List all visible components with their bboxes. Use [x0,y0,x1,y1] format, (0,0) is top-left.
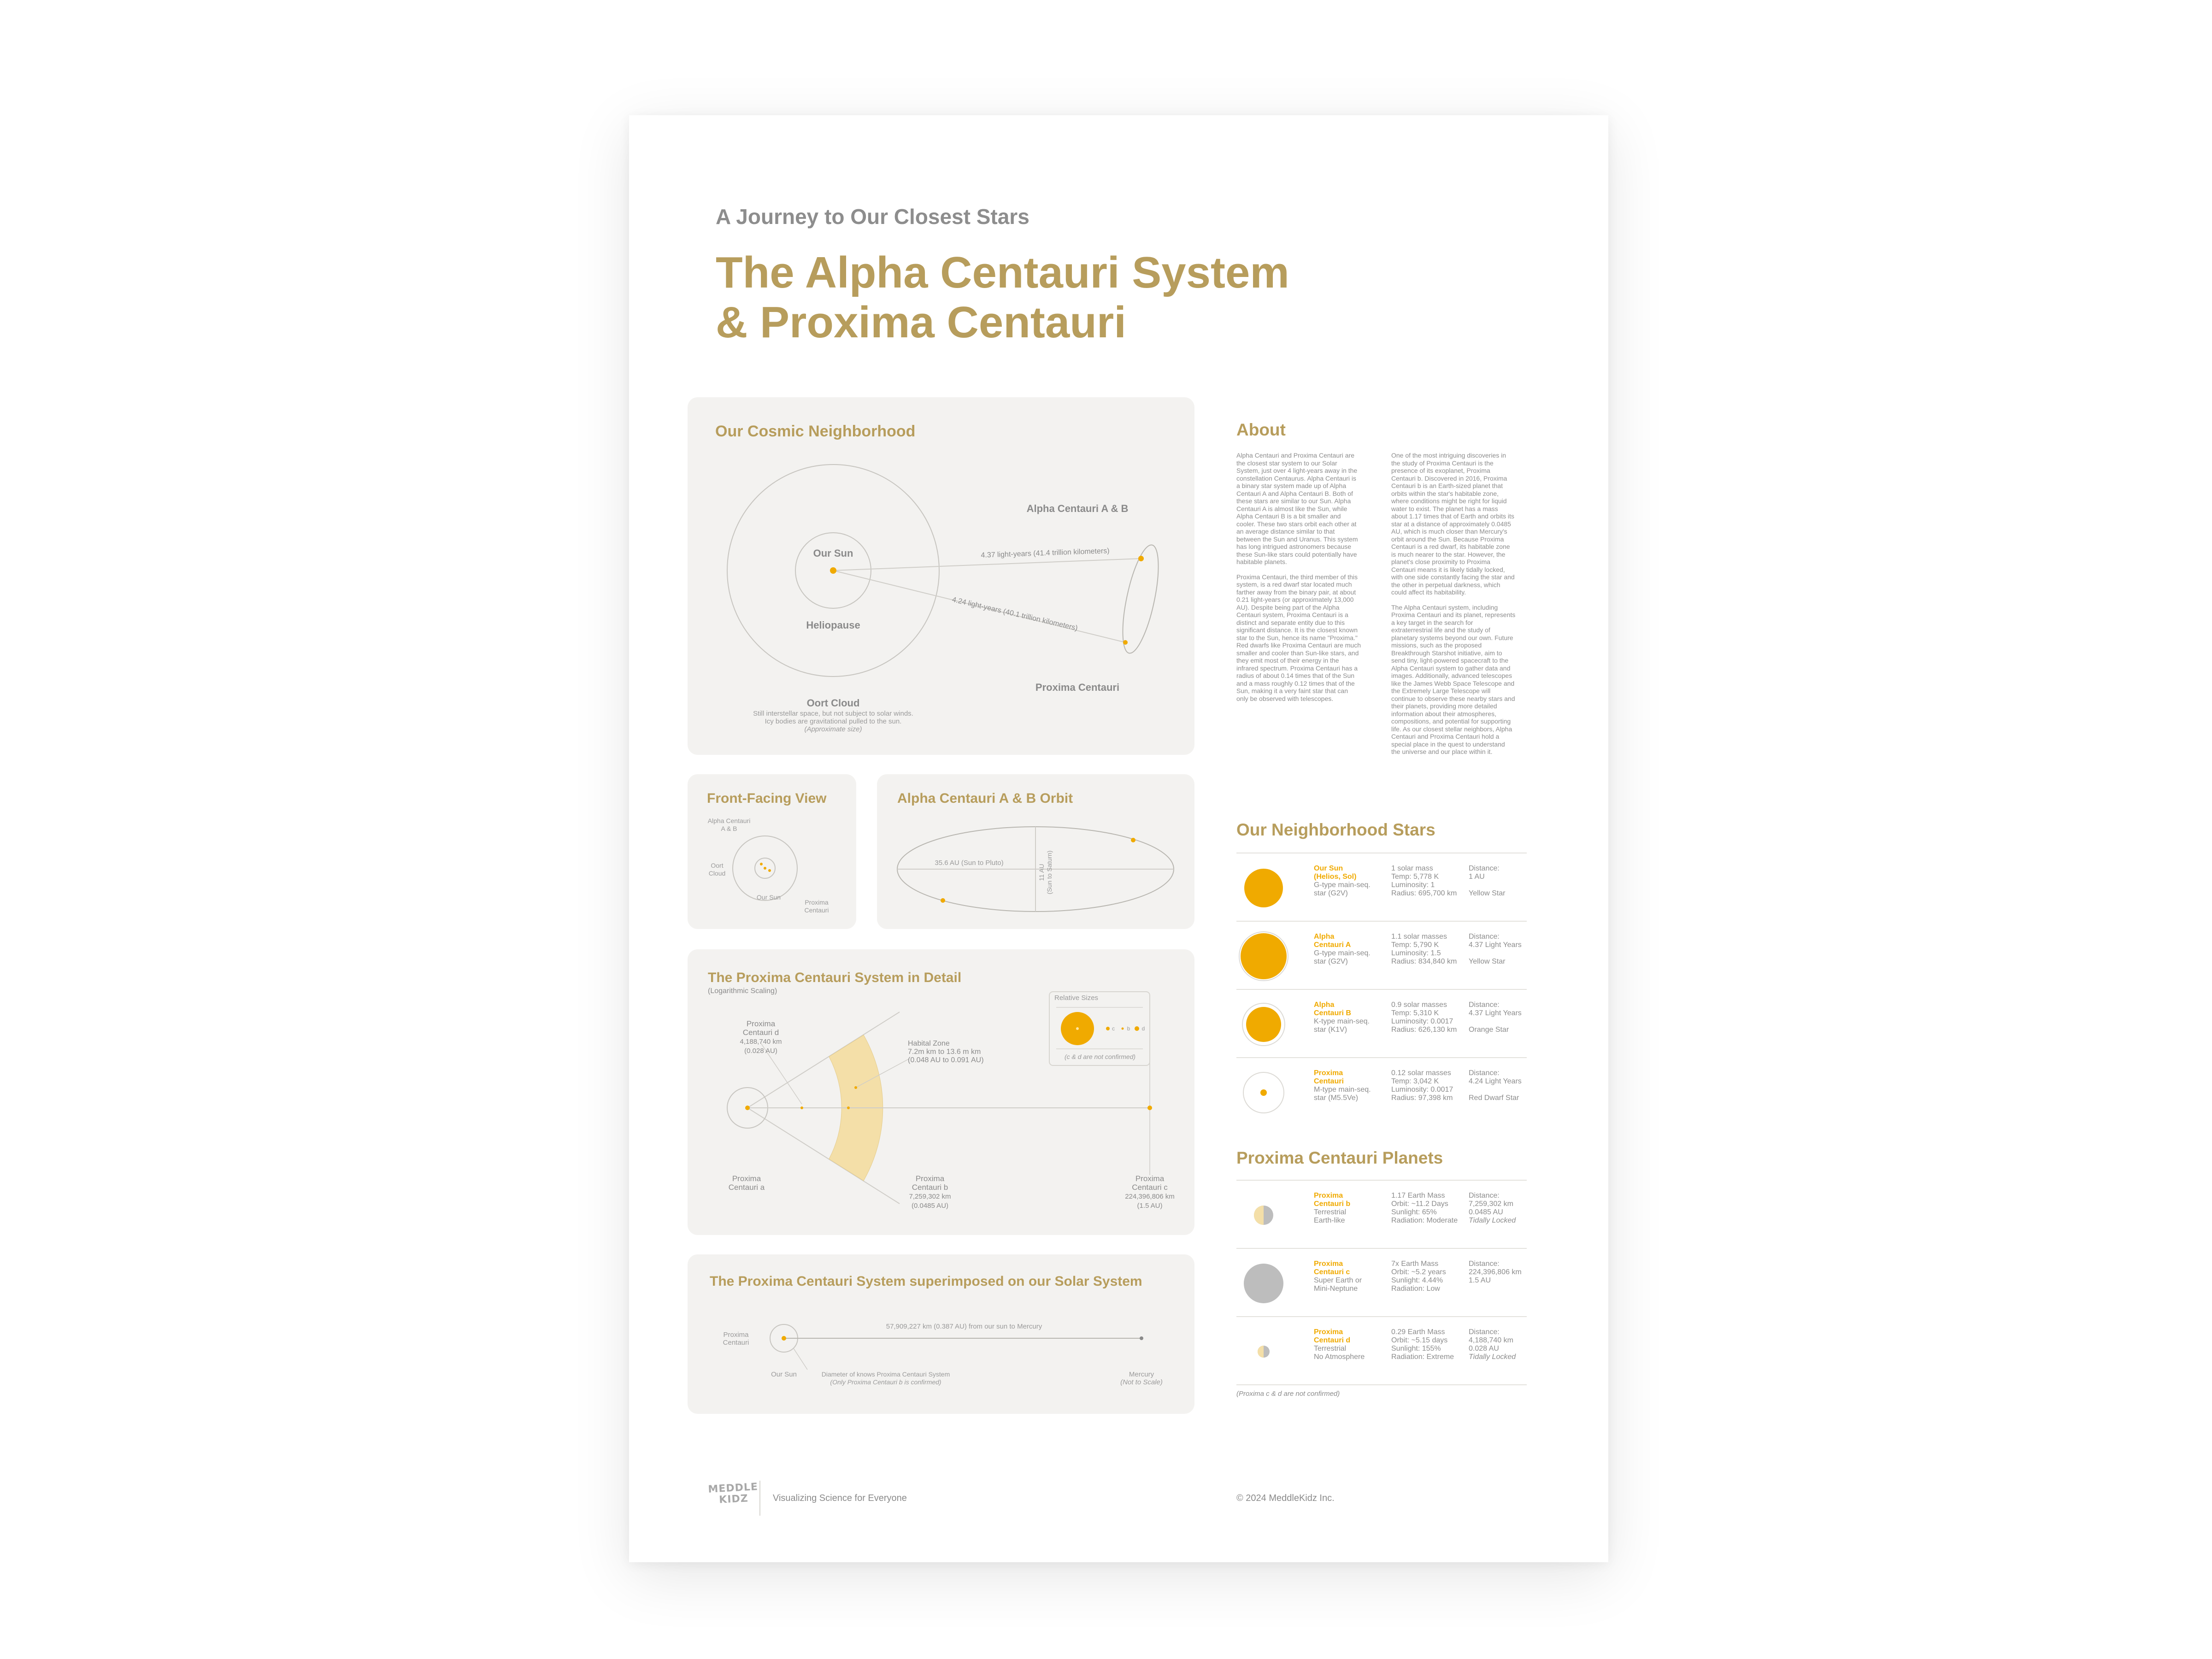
star-stats: 0.12 solar masses Temp: 3,042 K Luminosity: 0.0017 Radius: 97,398 km [1391,1069,1453,1102]
planet-d-icon [1243,1331,1284,1372]
planet-stats: 1.17 Earth Mass Orbit: ~11.2 Days Sunlight: 65% Radiation: Moderate [1391,1192,1458,1224]
super-distance-label: 57,909,227 km (0.387 AU) from our sun to Mercury [886,1323,1042,1330]
relative-b-dot [1122,1028,1124,1030]
table-row [1236,922,1527,989]
table-row [1236,1058,1527,1125]
super-label-proxima: Proxima Centauri [723,1331,749,1347]
panel-front-facing [688,774,856,929]
planets-note: (Proxima c & d are not confirmed) [1236,1390,1340,1398]
alpha-b-icon [1243,1004,1284,1045]
hz-dot [854,1086,857,1089]
panel-title: Our Cosmic Neighborhood [715,423,916,440]
label-heliopause: Heliopause [806,619,860,631]
orbit-vertical-label: 11 AU (Sun to Saturn) [1038,850,1053,894]
about-col1-para1: Alpha Centauri and Proxima Centauri are the closest star system to our Solar System, just over 4 light-years away in the constellation Centaurus. Alpha Centauri is a binary star system made up of Alpha Centauri A and Alpha Centauri B. Both of these stars are similar to our Sun. Alpha Centauri A is almost like the Sun, while Alpha Centauri B is a bit smaller and cooler. These two stars orbit each other at an average distance similar to that between the Sun and Uranus. This system has long intrigued astronomers because these Sun-like stars could potentially have habitable planets. [1236,452,1358,565]
relative-d-label: d [1141,1025,1145,1032]
oort-note-3: (Approximate size) [804,725,862,733]
star-distance: Distance: 4.37 Light Years Orange Star [1469,1001,1522,1034]
star-type: G-type main-seq. star (G2V) [1314,949,1371,965]
superimposed-diagram [688,1254,1194,1414]
panel-ab-orbit [877,774,1194,929]
about-col1-para2: Proxima Centauri, the third member of this system, is a red dwarf star located much farther away from the binary pair, at about 0.21 light-years (or approximately 13,000 AU). Despite being part of the Alpha Centauri system, Proxima Centauri is a distinct and separate entity due to this significant distance. It is the closest known star to the Sun, hence its name "Proxima." Red dwarfs like Proxima Centauri are much smaller and cooler than Sun-like stars, and they emit most of their energy in the infrared spectrum. Proxima Centauri has a radius of about 0.14 times that of the Sun and a mass roughly 0.12 times that of the Sun, making it a very faint star that can only be observed with telescopes. [1236,573,1361,702]
proxima-dot [1123,640,1128,645]
star-b-dot [941,898,945,903]
panel-proxima-detail [688,949,1194,1235]
star-type: M-type main-seq. star (M5.5Ve) [1314,1086,1371,1102]
proxima-icon [1243,1072,1284,1113]
proxima-c-dot [1147,1106,1152,1110]
about-col2-para2: The Alpha Centauri system, including Proxima Centauri and its planet, represents a key target in the search for extraterrestrial life and the study of planetary systems beyond our own. Future missions, such as the proposed Breakthrough Starshot initiative, aim to send tiny, light-powered spacecraft to the Alpha Centauri system to gather data and images. Additionally, advanced telescopes like the James Webb Space Telescope and the Extremely Large Telescope will continue to observe these nearby stars and their planets, providing more detailed information about their atmospheres, compositions, and potential for supporting life. As our closest stellar neighbors, Alpha Centauri and Proxima Centauri hold a special place in the quest to understand the universe and our place within it. [1391,603,1516,755]
sun-dot [764,867,766,870]
star-type: G-type main-seq. star (G2V) [1314,881,1371,897]
relative-b-label: b [1127,1025,1130,1032]
about-col2-para1: One of the most intriguing discoveries in the study of Proxima Centauri is the presence of its exoplanet, Proxima Centauri b. Discovered in 2016, Proxima Centauri b is an Earth-sized planet that orbits within the star's habitable zone, where conditions might be right for liquid water to exist. The planet has a mass about 1.17 times that of Earth and orbits its star at a distance of approximately 0.0485 AU, which is much closer than Mercury's orbit around the Sun. Because Proxima Centauri is a red dwarf, its habitable zone is much nearer to the star. However, the planet's close proximity to Proxima Centauri means it is likely tidally locked, with one side constantly facing the star and the other in perpetual darkness, which could affect its habitability. [1391,452,1515,596]
sun-dot [830,567,836,574]
poster-title [716,248,1289,347]
poster-kicker: A Journey to Our Closest Stars [716,205,1030,229]
orbit-horizontal-label: 35.6 AU (Sun to Pluto) [935,859,1004,867]
proxima-a-dot [745,1106,750,1110]
oort-note-1: Still interstellar space, but not subject to solar winds. [753,710,913,718]
planet-type: Super Earth or Mini-Neptune [1314,1277,1362,1293]
mercury-dot [1140,1336,1143,1340]
planet-name: Proxima Centauri b [1314,1192,1351,1208]
stars-title: Our Neighborhood Stars [1236,820,1435,839]
planet-type: Terrestrial Earth-like [1314,1208,1347,1224]
distance-proxima: 4.24 light-years (40.1 trillion kilometers) [951,595,1079,633]
footer-copyright: © 2024 MeddleKidz Inc. [1236,1493,1335,1503]
panel-subtitle: (Logarithmic Scaling) [708,987,777,995]
star-stats: 1 solar mass Temp: 5,778 K Luminosity: 1 Radius: 695,700 km [1391,865,1457,897]
star-name: Our Sun (Helios, Sol) [1314,865,1357,881]
planet-distance: Distance: 224,396,806 km 1.5 AU [1469,1260,1522,1284]
planet-name: Proxima Centauri c [1314,1260,1350,1276]
panel-cosmic-neighborhood [688,397,1194,755]
table-row [1236,990,1527,1057]
panel-title: The Proxima Centauri System superimposed on our Solar System [710,1274,1142,1289]
table-row [1236,1317,1527,1384]
logo-line-1: MEDDLE [707,1481,759,1495]
footer-tagline: Visualizing Science for Everyone [773,1493,907,1503]
relative-star-center [1076,1027,1079,1030]
planet-distance: Distance: 7,259,302 km 0.0485 AU Tidally Locked [1469,1192,1516,1224]
label-our-sun: Our Sun [813,547,853,559]
panel-title: The Proxima Centauri System in Detail [708,970,962,985]
front-label-sun: Our Sun [756,894,781,901]
super-label-sun: Our Sun [771,1371,797,1378]
super-label-mercury: Mercury (Not to Scale) [1120,1371,1163,1386]
stars-table [1236,853,1527,1125]
panel-title: Front-Facing View [707,791,827,806]
table-row [1236,853,1527,921]
about-column-1 [1236,452,1361,702]
title-line-2: & Proxima Centauri [716,298,1126,347]
front-label-ab: Alpha Centauri A & B [707,817,751,832]
super-diameter-label: Diameter of knows Proxima Centauri System (Only Proxima Centauri b is confirmed) [821,1371,950,1386]
star-name: Proxima Centauri [1314,1069,1344,1085]
planets-title: Proxima Centauri Planets [1236,1148,1443,1167]
planet-distance: Distance: 4,188,740 km 0.028 AU Tidally Locked [1469,1328,1516,1361]
star-distance: Distance: 4.37 Light Years Yellow Star [1469,933,1522,965]
title-line-1: The Alpha Centauri System [716,248,1289,297]
planet-name: Proxima Centauri d [1314,1328,1351,1344]
poster [629,115,1608,1562]
relative-sizes-title: Relative Sizes [1054,994,1099,1002]
footer-divider [759,1481,760,1516]
about-column-2 [1391,452,1516,756]
proxima-d-dot [800,1106,803,1109]
label-oort-cloud: Oort Cloud [806,697,860,709]
logo-line-2: KIDZ [718,1493,749,1506]
label-alpha-centauri-ab: Alpha Centauri A & B [1026,503,1129,514]
distance-ab: 4.37 light-years (41.4 trillion kilometers) [981,547,1110,559]
star-stats: 0.9 solar masses Temp: 5,310 K Luminosity: 0.0017 Radius: 626,130 km [1391,1001,1457,1034]
proxima-dot [768,869,771,872]
star-type: K-type main-seq. star (K1V) [1314,1018,1370,1034]
ab-dot [760,863,763,865]
planet-b-icon [1243,1194,1284,1236]
label-proxima-b: Proxima Centauri b 7,259,302 km (0.0485 AU) [909,1174,951,1210]
table-row [1236,1181,1527,1248]
label-proxima-a: Proxima Centauri a [728,1174,765,1192]
sun-dot [782,1336,786,1341]
proxima-b-dot [847,1106,850,1109]
planet-type: Terrestrial No Atmosphere [1314,1345,1365,1361]
label-proxima-d: Proxima Centauri d 4,188,740 km (0.028 AU) [740,1019,782,1055]
star-stats: 1.1 solar masses Temp: 5,790 K Luminosity: 1.5 Radius: 834,840 km [1391,933,1457,965]
meddlekidz-logo [707,1482,760,1517]
sun-icon [1243,867,1284,909]
panel-superimposed [688,1254,1194,1414]
star-name: Alpha Centauri B [1314,1001,1351,1017]
divider [1236,1384,1527,1385]
label-proxima-c: Proxima Centauri c 224,396,806 km (1.5 AU) [1125,1174,1175,1210]
oort-note-2: Icy bodies are gravitational pulled to the sun. [765,718,902,725]
panel-title: Alpha Centauri A & B Orbit [897,791,1073,806]
about-title: About [1236,420,1286,439]
planet-stats: 0.29 Earth Mass Orbit: ~5.15 days Sunlight: 155% Radiation: Extreme [1391,1328,1454,1361]
star-distance: Distance: 4.24 Light Years Red Dwarf Star [1469,1069,1522,1102]
label-proxima-centauri: Proxima Centauri [1035,682,1120,693]
label-habitable-zone: Habital Zone 7.2m km to 13.6 m km (0.048 AU to 0.091 AU) [908,1040,984,1064]
planet-stats: 7x Earth Mass Orbit: ~5.2 years Sunlight: 4.44% Radiation: Low [1391,1260,1446,1293]
neighborhood-diagram [688,397,1194,755]
front-label-oort: Oort Cloud [708,862,726,877]
star-distance: Distance: 1 AU Yellow Star [1469,865,1506,897]
star-name: Alpha Centauri A [1314,933,1351,949]
table-row [1236,1249,1527,1316]
ab-dot [1138,556,1144,561]
relative-c-label: c [1112,1025,1115,1032]
alpha-a-icon [1243,935,1284,977]
relative-sizes-note: (c & d are not confirmed) [1064,1053,1136,1060]
front-label-proxima: Proxima Centauri [804,899,829,914]
diameter-leader-line [794,1348,807,1370]
orbit-diagram [877,774,1194,929]
star-a-dot [1131,838,1135,842]
planet-c-icon [1243,1263,1284,1304]
planets-table [1236,1181,1527,1388]
